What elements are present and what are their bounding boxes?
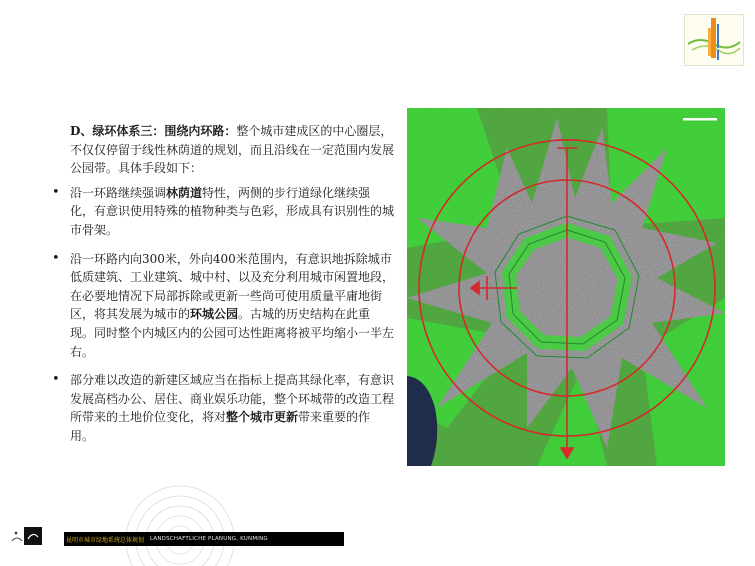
footer-cn-title: 昆明市城市绿地系统总体规划 bbox=[66, 536, 145, 544]
intro-text: 整个城市建成区的中心圈层，不仅仅停留于线性林荫道的规划，而且沿线在一定范围内发展公园带。具体手段如下： bbox=[70, 124, 395, 176]
bullet-emphasis: 环城公园 bbox=[190, 307, 239, 322]
bullet-dot-icon: • bbox=[52, 250, 60, 266]
footer-bar bbox=[64, 532, 344, 546]
satellite-map bbox=[407, 108, 725, 466]
bullet-list bbox=[46, 184, 394, 446]
scale-bar bbox=[683, 118, 717, 121]
bullet-text: 部分难以改造的新建区域应当在指标上提高其绿化率，有意识发展高档办公、居住、商业娱乐功能，整个环城带的改造工程所带来的土地价位变化，将对 bbox=[70, 373, 395, 425]
bullet-text: 特性，两侧的步行道绿化继续强化，有意识使用特殊的植物种类与色彩，形成具有识别性的城市骨架。 bbox=[70, 185, 395, 237]
bullet-text: 沿一环路内向300米，外向400米范围内，有意识地拆除城市低质建筑、工业建筑、城中村、以及充分利用城市闲置地段，在必要地情况下局部拆除或更新一些尚可使用质量平庸地街区，将其发展为城市的 bbox=[70, 251, 395, 322]
intro-heading: D、绿环体系三：围绕内环路： bbox=[70, 124, 237, 138]
bullet-dot-icon: • bbox=[52, 184, 60, 200]
bullet-text: 带来重要的作用。 bbox=[70, 410, 371, 443]
text-block bbox=[46, 122, 394, 456]
bullet-text: 。古城的历史结构在此重现。同时整个内城区内的公园可达性距离将被平均缩小一半左右。 bbox=[70, 307, 395, 359]
footer-en-title: LANDSCHAFTLICHE PLANUNG, KUNMING bbox=[150, 536, 268, 542]
intro-paragraph bbox=[70, 122, 394, 178]
footer-logo-icon bbox=[10, 523, 44, 549]
bullet-emphasis: 林荫道 bbox=[166, 185, 203, 200]
bullet-item bbox=[46, 371, 394, 445]
bullet-emphasis: 整个城市更新 bbox=[226, 410, 299, 425]
bullet-text: 沿一环路继续强调 bbox=[70, 185, 167, 200]
bullet-dot-icon: • bbox=[52, 372, 60, 388]
logo-mark-icon bbox=[684, 14, 744, 66]
brand-logo bbox=[684, 14, 744, 66]
footer-rings bbox=[110, 470, 260, 566]
bullet-item bbox=[46, 250, 394, 362]
bullet-item bbox=[46, 184, 394, 240]
